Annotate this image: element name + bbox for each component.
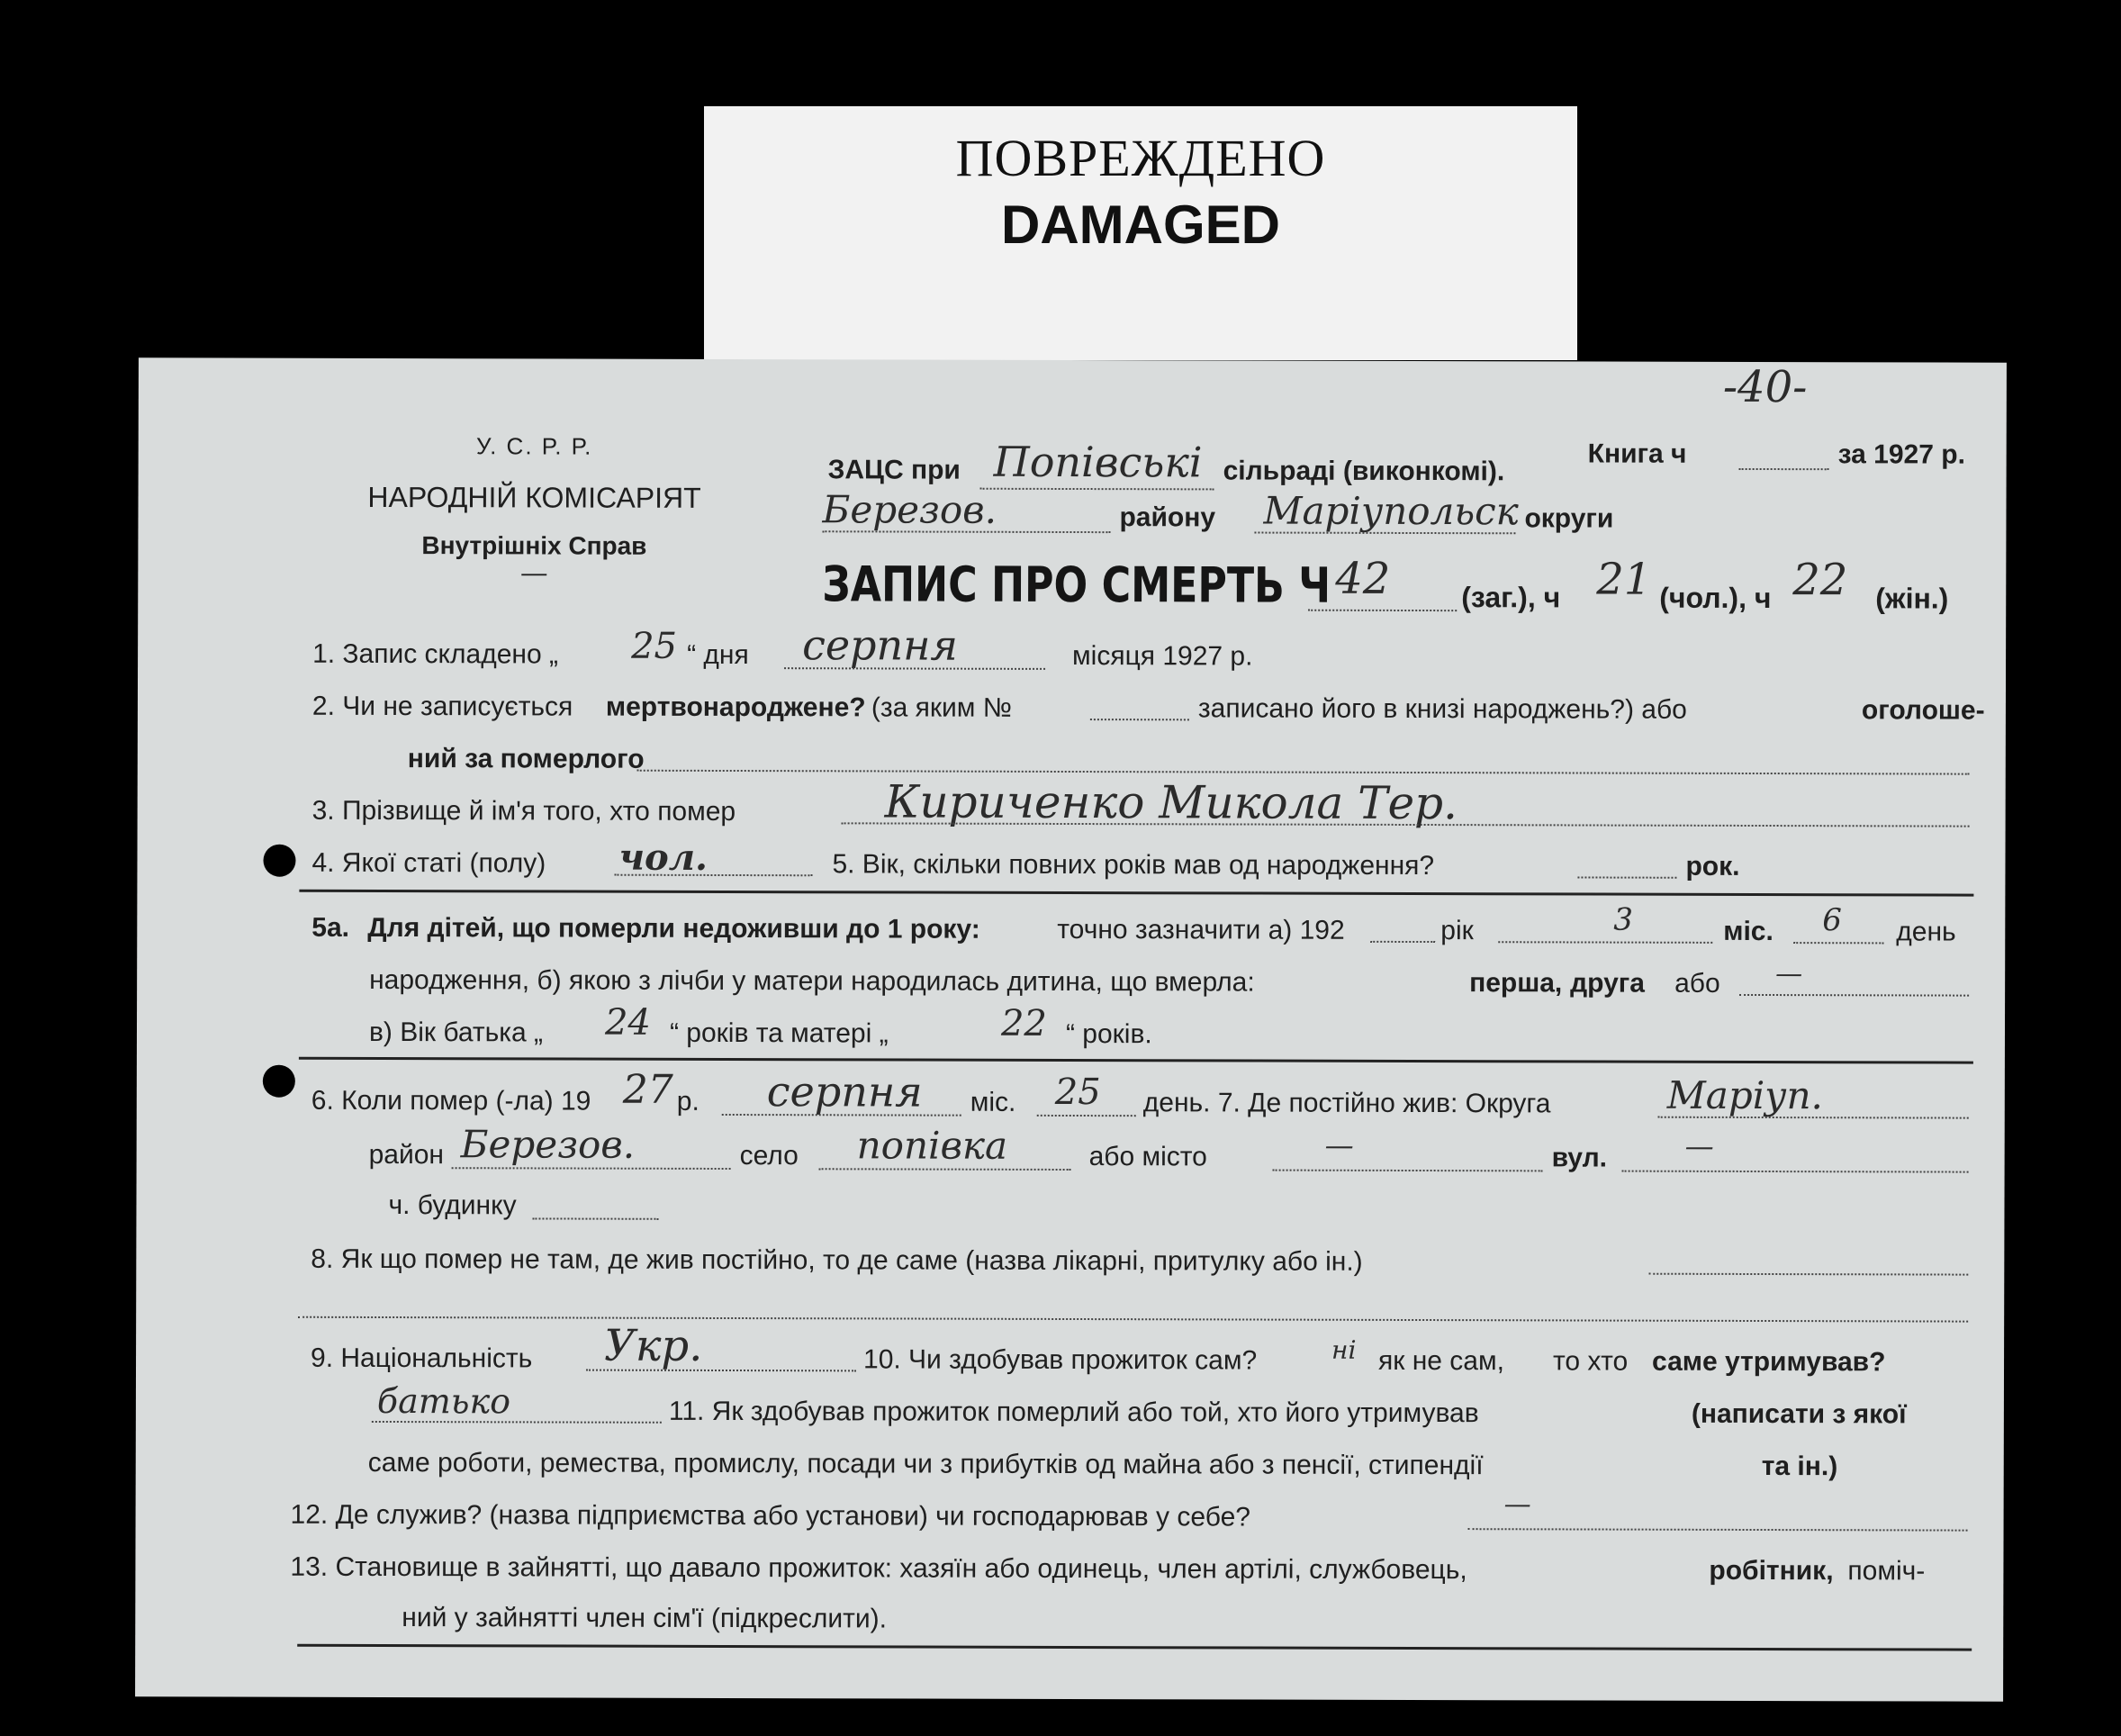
death-record-form <box>135 357 2007 1701</box>
village-name: Попівські <box>993 437 1203 487</box>
sex-value: чол. <box>618 836 709 879</box>
field-10-c: то хто <box>1552 1346 1629 1377</box>
raion-name: Березов. <box>822 487 997 532</box>
field-1-day: 25 <box>631 625 678 667</box>
field-11-l3b: та ін.) <box>1761 1451 1838 1482</box>
death-day: 25 <box>1054 1071 1101 1114</box>
field-10-value: ні <box>1331 1334 1357 1365</box>
header-dash: — <box>521 558 547 587</box>
field-10-label: 10. Чи здобував прожиток сам? <box>862 1344 1258 1376</box>
father-age: 24 <box>604 1001 651 1044</box>
field-1-mid: “ дня <box>687 639 749 671</box>
field-2-a: 2. Чи не записується <box>311 691 573 722</box>
deceased-name: Кириченко Микола Тер. <box>884 775 1458 830</box>
field-10-d: саме утримував? <box>1651 1346 1886 1378</box>
okruha-name: Маріупольск <box>1263 488 1519 534</box>
vul-label: вул. <box>1551 1143 1608 1173</box>
field-5a-mis: міс. <box>1723 916 1774 947</box>
field-7-label: день. 7. Де постійно жив: Округа <box>1142 1088 1551 1119</box>
total-label: (заг.), ч <box>1461 581 1561 614</box>
okruha-label: округи <box>1524 503 1614 534</box>
field-5a-first: перша, <box>1469 968 1563 999</box>
damaged-stamp-card <box>704 106 1577 360</box>
record-number: 42 <box>1335 553 1391 604</box>
residence-village: попівка <box>856 1123 1008 1168</box>
house-label: ч. будинку <box>388 1190 517 1221</box>
republic-header: У. С. Р. Р. <box>476 432 593 460</box>
field-5a-l1: точно зазначити а) 192 <box>1057 914 1345 945</box>
zags-prefix: ЗАЦС при <box>827 455 961 485</box>
field-5a-rik: рік <box>1440 916 1474 946</box>
residence-street: — <box>1684 1128 1714 1163</box>
mother-age: 22 <box>1000 1002 1047 1044</box>
field-3-label: 3. Прізвище й ім'я того, хто помер <box>311 795 736 827</box>
field-5a-l3c: “ років. <box>1065 1018 1152 1050</box>
male-number: 21 <box>1596 554 1652 605</box>
raion-label-2: район <box>368 1139 445 1171</box>
supporter-value: батько <box>376 1380 511 1422</box>
field-6-label: 6. Коли помер (-ла) 19 <box>311 1085 591 1117</box>
raion-label: району <box>1119 502 1216 533</box>
field-4-label: 4. Якої статі (полу) <box>311 847 546 879</box>
field-5a-or: або <box>1674 968 1720 999</box>
field-13-label: 13. Становище в зайнятті, що давало прожиток: хазяїн або одинець, член артілі, службовець, <box>290 1551 1467 1586</box>
nationality-value: Укр. <box>604 1320 703 1371</box>
female-number: 22 <box>1792 555 1848 606</box>
field-2-d: записано його в книзі народжень?) або <box>1197 693 1687 725</box>
male-label: (чол.), ч <box>1659 581 1772 615</box>
field-11-b: (написати з якої <box>1691 1398 1907 1430</box>
field-2-e: оголоше- <box>1861 695 1985 726</box>
field-10-b: як не сам, <box>1377 1345 1505 1377</box>
field-1-post: місяця 1927 р. <box>1072 641 1253 672</box>
field-1-month: серпня <box>802 620 959 670</box>
field-2-c: (за яким № <box>871 692 1013 723</box>
field-12-value: — <box>1503 1488 1531 1521</box>
field-5a-l2-value: — <box>1775 958 1803 990</box>
female-label: (жін.) <box>1875 582 1949 615</box>
field-1-label: 1. Запис складено „ <box>312 638 559 670</box>
field-8-label: 8. Як що помер не там, де жив постійно, то де саме (назва лікарні, притулку або ін.) <box>311 1243 1363 1277</box>
birth-day-value: 6 <box>1822 902 1843 939</box>
field-5a-l3a: в) Вік батька „ <box>368 1017 544 1048</box>
field-5-label: 5. Вік, скільки повних років мав од народження? <box>832 849 1435 882</box>
field-12-label: 12. Де служив? (назва підприємства або установи) чи господарював у себе? <box>290 1499 1251 1533</box>
field-5a-l3b: “ років та матері „ <box>669 1017 889 1049</box>
birth-month-value: 3 <box>1613 901 1634 938</box>
field-11-label: 11. Як здобував прожиток померлий або той, хто його утримував <box>668 1396 1479 1429</box>
death-month: серпня <box>766 1067 923 1117</box>
death-year: 27 <box>622 1066 673 1113</box>
field-5a-l2: народження, б) якою з лічби у матери народилась дитина, що вмерла: <box>369 964 1255 998</box>
damaged-label-en: DAMAGED <box>1001 194 1280 255</box>
field-6-r: р. <box>676 1086 699 1117</box>
field-11-l3: саме роботи, ремества, промислу, посади чи з прибутків од майна або з пенсії, стипендії <box>367 1447 1484 1481</box>
punch-hole <box>263 1065 295 1098</box>
ministry-header-sub: Внутрішніх Справ <box>421 531 647 560</box>
field-2-b: мертвонароджене? <box>605 692 866 723</box>
field-6-mis: міс. <box>970 1087 1016 1117</box>
residence-raion: Березов. <box>460 1122 636 1167</box>
field-9-label: 9. Національність <box>310 1343 533 1374</box>
residence-okruha: Маріуп. <box>1666 1072 1824 1118</box>
record-title: ЗАПИС ПРО СМЕРТЬ Ч <box>822 556 1331 614</box>
field-13-bold: робітник, <box>1709 1555 1834 1587</box>
selo-label: село <box>739 1141 799 1171</box>
council-label: сільраді (виконкомі). <box>1223 456 1505 487</box>
damaged-label-ua: ПОВРЕЖДЕНО <box>955 129 1326 187</box>
residence-city: — <box>1324 1127 1354 1162</box>
field-13-l1b: поміч- <box>1847 1556 1926 1587</box>
field-5a-second: друга <box>1570 968 1646 999</box>
age-unit: рок. <box>1685 851 1740 882</box>
field-5a-bold: Для дітей, що померли недоживши до 1 року: <box>367 912 980 945</box>
field-5a-den: день <box>1896 917 1956 947</box>
punch-hole <box>263 845 295 877</box>
field-5a-num: 5а. <box>311 912 350 943</box>
book-label: Книга ч <box>1587 439 1687 469</box>
misto-label: або місто <box>1088 1142 1207 1172</box>
page-number: -40- <box>1722 361 1808 413</box>
field-13-l2: ний у зайнятті член сім'ї (підкреслити). <box>402 1603 887 1634</box>
field-2-f: ний за померлого <box>407 744 645 774</box>
book-year: за 1927 р. <box>1837 439 1965 470</box>
ministry-header: НАРОДНІЙ КОМІСАРІЯТ <box>367 480 701 514</box>
